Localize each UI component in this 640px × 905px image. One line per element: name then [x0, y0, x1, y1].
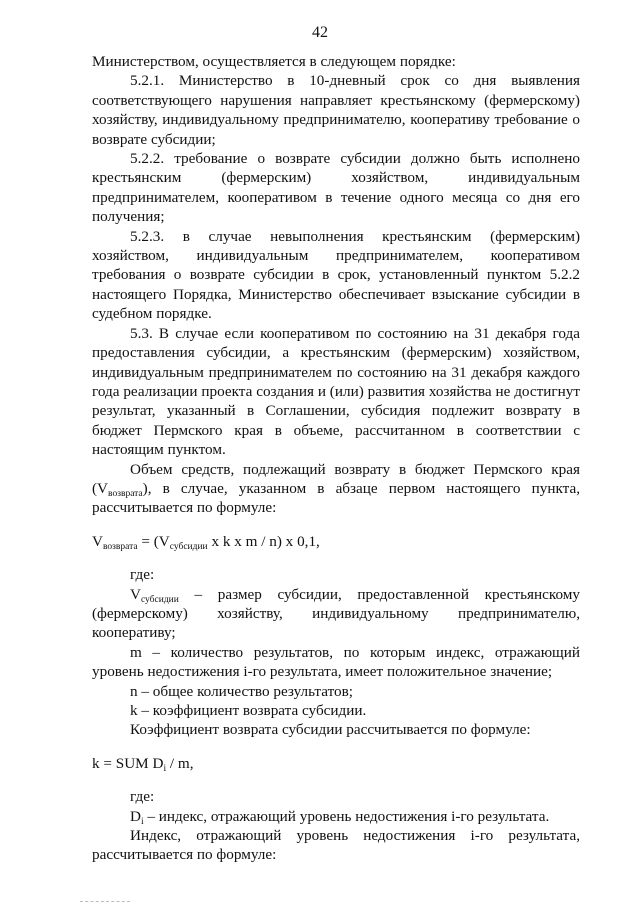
def-di-symbol: D [130, 807, 141, 825]
where-label-1: где: [130, 566, 155, 584]
formula2-text-a: k = SUM D [92, 754, 164, 772]
paragraph-5-2-2: 5.2.2. требование о возврате субсидии должно быть исполнено крестьянским (фермерским) хозяйством, индивидуальным предпринимателем, кооперативом в течение одного месяца со дня его получения; [92, 150, 580, 226]
bottom-divider [80, 901, 130, 903]
document-body [92, 52, 580, 865]
formula2-subscript: i [163, 763, 167, 774]
def-di-text: – индекс, отражающий уровень недостижения i-го результата. [143, 807, 550, 825]
formula2-text-b: / m, [166, 754, 194, 772]
paragraph-5-2-1: 5.2.1. Министерство в 10-дневный срок со дня выявления соответствующего нарушения направляет крестьянскому (фермерскому) хозяйству, индивидуальному предпринимателю, кооперативу требование о возврате субсидии; [92, 72, 580, 148]
def-v-subscript: субсидии [140, 594, 179, 605]
formula1-v-subscript: субсидии [169, 541, 208, 552]
def-di-subscript: i [140, 816, 144, 827]
where-label-2: где: [130, 788, 155, 806]
page-number: 42 [312, 24, 328, 41]
definition-m: m – количество результатов, по которым индекс, отражающий уровень недостижения i-го результата, имеет положительное значение; [92, 643, 580, 681]
definition-k: k – коэффициент возврата субсидии. [130, 702, 367, 719]
return-volume-paragraph [92, 460, 580, 518]
return-volume-subscript: возврата [108, 488, 143, 499]
definition-n: n – общее количество результатов; [130, 682, 354, 700]
def-v-symbol: V [130, 585, 141, 603]
return-volume-text-b: ), в случае, указанном в абзаце первом настоящего пункта, рассчитывается по формуле: [92, 479, 580, 517]
paragraph-5-3: 5.3. В случае если кооперативом по состоянию на 31 декабря года предоставления субсидии, а крестьянским (фермерским) хозяйством, индивидуальным предпринимателем по состоянию на 31 декабря каждого года реализации проекта создания и (или) развития хозяйства не достигнут результат, указанный в Соглашении, субсидия подлежит возврату в бюджет Пермского края в объеме, рассчитанном в соответствии с настоящим пунктом. [92, 324, 580, 459]
return-formula [92, 532, 580, 551]
index-intro: Индекс, отражающий уровень недостижения i-го результата, рассчитывается по формуле: [92, 827, 580, 864]
formula1-lhs-subscript: возврата [102, 541, 138, 552]
definition-v-subsidy [92, 585, 580, 643]
definition-di [92, 807, 580, 826]
formula1-lhs: V [92, 532, 103, 550]
coefficient-formula [92, 754, 580, 773]
def-v-text: – размер субсидии, предоставленной крестьянскому (фермерскому) хозяйству, индивидуальному предпринимателю, кооперативу; [92, 585, 580, 642]
return-volume-text-a: Объем средств, подлежащий возврату в бюджет Пермского края (V [92, 460, 580, 497]
paragraph-5-2-3: 5.2.3. в случае невыполнения крестьянским (фермерским) хозяйством, индивидуальным предпринимателем, кооперативом требования о возврате субсидии в срок, установленный пунктом 5.2.2 настоящего Порядка, Министерство обеспечивает взыскание субсидии в судебном порядке. [92, 227, 580, 323]
formula1-rest: x k x m / n) x 0,1, [207, 532, 320, 550]
formula1-eq-open: = (V [137, 532, 170, 550]
intro-paragraph: Министерством, осуществляется в следующем порядке: [92, 53, 456, 70]
coefficient-intro: Коэффициент возврата субсидии рассчитывается по формуле: [130, 721, 531, 739]
